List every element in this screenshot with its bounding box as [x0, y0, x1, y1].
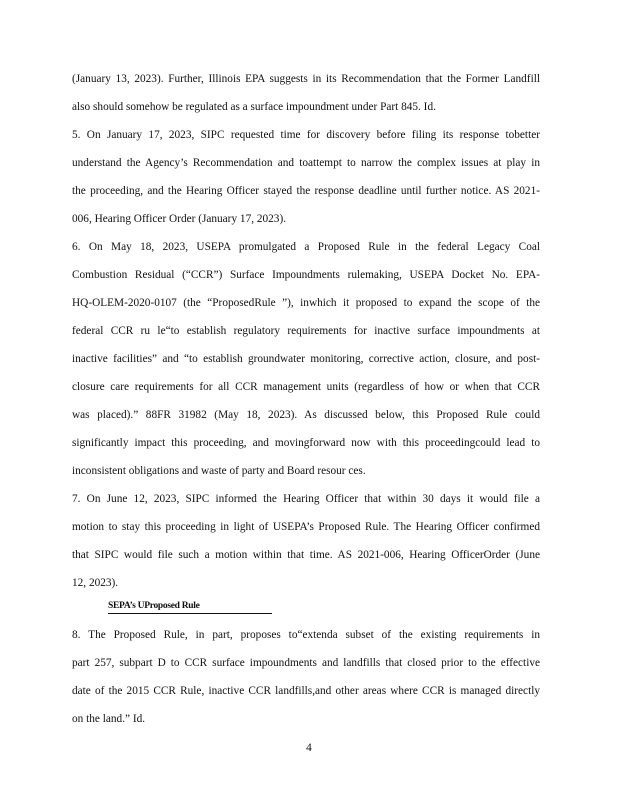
text-line: on the land.” Id. — [72, 713, 146, 725]
text-line: Combustion Residual (“CCR”) Surface Impoundments rulemaking, USEPA Docket No. EPA- — [72, 269, 540, 281]
text-line: (January 13, 2023). Further, Illinois EPA suggests in its Recommendation that the Former Landfill — [72, 73, 540, 85]
text-line: HQ-OLEM-2020-0107 (the “ProposedRule ”), inwhich it proposed to expand the scope of the — [72, 297, 540, 309]
text-line: was placed).” 88FR 31982 (May 18, 2023). As discussed below, this Proposed Rule could — [72, 409, 540, 421]
text-line: also should somehow be regulated as a surface impoundment under Part 845. Id. — [72, 101, 436, 113]
text-line: 006, Hearing Officer Order (January 17, 2023). — [72, 213, 287, 225]
text-line: date of the 2015 CCR Rule, inactive CCR landfills,and other areas where CCR is managed directly — [72, 685, 540, 697]
text-line: the proceeding, and the Hearing Officer stayed the response deadline until further notice. AS 2021- — [72, 185, 540, 197]
text-line: 7. On June 12, 2023, SIPC informed the Hearing Officer that within 30 days it would file a — [72, 493, 540, 505]
text-line: 8. The Proposed Rule, in part, proposes to“extenda subset of the existing requirements in — [72, 629, 540, 641]
page-number: 4 — [306, 742, 312, 754]
text-line: federal CCR ru le“to establish regulatory requirements for inactive surface impoundments at — [72, 325, 540, 337]
text-line: significantly impact this proceeding, and movingforward now with this proceedingcould lead to — [72, 437, 540, 449]
text-line: 12, 2023). — [72, 577, 119, 589]
text-line: motion to stay this proceeding in light of USEPA’s Proposed Rule. The Hearing Officer confirmed — [72, 521, 540, 533]
text-line: inactive facilities” and “to establish groundwater monitoring, corrective action, closure, and post- — [72, 353, 540, 365]
section-heading: SEPA’s UProposed Rule — [108, 599, 272, 614]
text-line: closure care requirements for all CCR management units (regardless of how or when that CCR — [72, 381, 540, 393]
text-line: part 257, subpart D to CCR surface impoundments and landfills that closed prior to the effective — [72, 657, 540, 669]
text-line: inconsistent obligations and waste of party and Board resour ces. — [72, 465, 366, 477]
text-line: that SIPC would file such a motion within that time. AS 2021-006, Hearing OfficerOrder (June — [72, 549, 540, 561]
text-line: understand the Agency’s Recommendation and toattempt to narrow the complex issues at play in — [72, 157, 540, 169]
text-line: 6. On May 18, 2023, USEPA promulgated a Proposed Rule in the federal Legacy Coal — [72, 241, 540, 253]
text-line: 5. On January 17, 2023, SIPC requested time for discovery before filing its response tobetter — [72, 129, 540, 141]
